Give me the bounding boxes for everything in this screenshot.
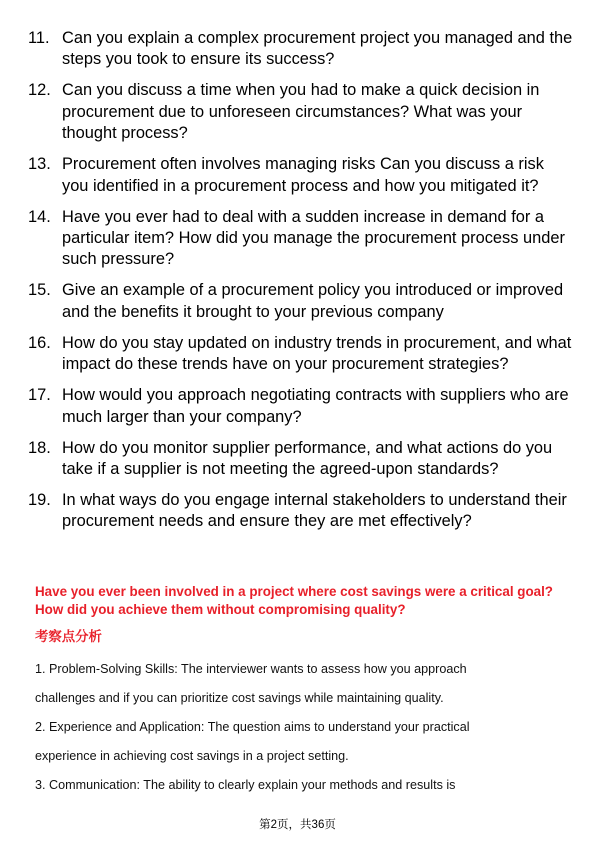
list-item xyxy=(28,333,573,376)
question-number: 12. xyxy=(28,81,51,100)
question-number: 17. xyxy=(28,386,51,405)
analysis-line: 2. Experience and Application: The question aims to understand your practical xyxy=(35,720,470,734)
question-number: 15. xyxy=(28,281,51,300)
question-number: 19. xyxy=(28,491,51,510)
analysis-title: 考察点分析 xyxy=(35,629,102,644)
question-number: 14. xyxy=(28,207,51,226)
list-item xyxy=(28,438,573,481)
question-text: How would you approach negotiating contracts with suppliers who are much larger than your company? xyxy=(62,386,569,426)
analysis-points xyxy=(35,655,565,800)
question-text: How do you monitor supplier performance, and what actions do you take if a supplier is not meeting the agreed-upon standards? xyxy=(62,438,553,479)
list-item xyxy=(28,490,573,533)
question-text: Can you explain a complex procurement project you managed and the steps you took to ensure its success? xyxy=(62,29,573,69)
question-text: Can you discuss a time when you had to make a quick decision in procurement due to unforeseen circumstances? What was your thought process? xyxy=(62,81,540,143)
question-text: Procurement often involves managing risks Can you discuss a risk you identified in a procurement process and how you mitigated it? xyxy=(62,155,544,195)
question-text: How do you stay updated on industry trends in procurement, and what impact do these trends have on your procurement strategies? xyxy=(62,333,572,374)
list-item xyxy=(28,280,573,323)
question-number: 18. xyxy=(28,438,51,457)
list-item xyxy=(28,385,573,428)
analysis-line: 1. Problem-Solving Skills: The interviewer wants to assess how you approach xyxy=(35,662,467,676)
question-number: 13. xyxy=(28,155,51,174)
question-text: Have you ever had to deal with a sudden increase in demand for a particular item? How did you manage the procurement process under such pressure? xyxy=(62,207,565,269)
analysis-line: 3. Communication: The ability to clearly explain your methods and results is xyxy=(35,778,456,792)
question-number: 11. xyxy=(28,29,50,47)
list-item xyxy=(28,154,573,197)
analysis-line: challenges and if you can prioritize cost savings while maintaining quality. xyxy=(35,691,444,705)
analysis-line: experience in achieving cost savings in a project setting. xyxy=(35,749,349,763)
question-number: 16. xyxy=(28,333,51,352)
question-list xyxy=(28,28,573,542)
question-text: In what ways do you engage internal stakeholders to understand their procurement needs and ensure they are met effectively? xyxy=(62,491,567,531)
list-item xyxy=(28,28,573,71)
question-text: Give an example of a procurement policy you introduced or improved and the benefits it brought to your previous company xyxy=(62,281,564,321)
list-item xyxy=(28,80,573,144)
featured-question: Have you ever been involved in a project where cost savings were a critical goal? How did you achieve them without compromising quality? xyxy=(35,584,553,617)
list-item xyxy=(28,207,573,271)
page-footer: 第2页，共36页 xyxy=(259,819,336,831)
